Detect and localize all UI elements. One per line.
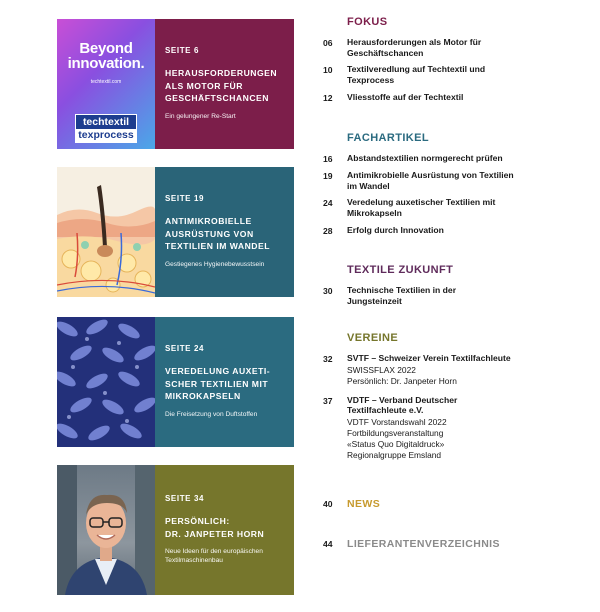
fair-slogan: Beyond innovation.: [67, 40, 145, 72]
techtextil-fair-image: [57, 19, 155, 149]
toc-section-fokus: [323, 16, 593, 109]
section-heading: LIEFERANTENVERZEICHNIS: [347, 538, 500, 550]
feature-card-seite-19[interactable]: [57, 167, 294, 297]
entry-title: Antimikrobielle Ausrüstung von Textilien im Wandel: [347, 170, 514, 191]
toc-entry[interactable]: [323, 285, 593, 306]
entry-title: VDTF – Verband Deutscher Textilfachleute e.V.: [347, 394, 458, 416]
card-subline: Gestiegenes Hygienebewusstsein: [165, 260, 265, 268]
card-panel: [155, 465, 294, 595]
section-heading: VEREINE: [347, 332, 399, 344]
portrait-svg: [57, 465, 155, 595]
toc-section-news[interactable]: [323, 498, 380, 510]
page-ref: SEITE 34: [165, 494, 205, 504]
page-number: 19: [323, 171, 333, 181]
card-headline: PERSÖNLICH: DR. JANPETER HORN: [165, 516, 265, 539]
card-headline: HERAUSFORDERUNGEN ALS MOTOR FÜR GESCHÄFTSCHANCEN: [165, 68, 278, 104]
entry-title: Textilveredlung auf Techtextil und Texprocess: [347, 64, 486, 86]
card-panel: [155, 317, 294, 447]
page-number: 30: [323, 286, 333, 296]
toc-entry[interactable]: [323, 92, 593, 103]
section-heading: FOKUS: [347, 16, 388, 28]
page-number: 40: [323, 499, 333, 509]
card-subline: Ein gelungener Re-Start: [165, 112, 236, 120]
card-subline: Neue Ideen für den europäischen Textilmaschinenbau: [165, 548, 263, 564]
page-number: 24: [323, 198, 333, 209]
page-number: 32: [323, 354, 333, 364]
feature-card-seite-34[interactable]: [57, 465, 294, 595]
toc-entry[interactable]: [323, 395, 593, 461]
toc-entry[interactable]: [323, 64, 593, 85]
toc-entry[interactable]: [323, 170, 593, 191]
page-ref: SEITE 24: [165, 344, 205, 354]
toc-entry[interactable]: [323, 37, 593, 58]
section-heading: NEWS: [347, 498, 381, 510]
entry-title: Vliesstoffe auf der Techtextil: [347, 91, 464, 102]
microcapsule-fabric-image: [57, 317, 155, 447]
card-panel: [155, 19, 294, 149]
card-headline: ANTIMIKROBIELLE AUSRÜSTUNG VON TEXTILIEN IM WANDEL: [165, 216, 270, 252]
card-headline: VEREDELUNG AUXETI- SCHER TEXTILIEN MIT MIKROKAPSELN: [165, 366, 271, 402]
entry-title: Technische Textilien in der Jungsteinzeit: [347, 285, 457, 306]
toc-section-textile-zukunft: [323, 264, 593, 312]
page-number: 06: [323, 38, 333, 48]
entry-title: Erfolg durch Innovation: [347, 224, 444, 235]
fabric-texture-svg: [57, 317, 155, 447]
toc-entry[interactable]: [323, 197, 593, 218]
page-number: 16: [323, 154, 333, 164]
page-number: 10: [323, 65, 333, 76]
entry-title: SVTF – Schweizer Verein Textilfachleute: [347, 353, 511, 363]
portrait-photo: [57, 465, 155, 595]
page-number: 37: [323, 395, 333, 406]
page-ref: SEITE 19: [165, 194, 205, 204]
entry-title: Herausforderungen als Motor für Geschäftschancen: [347, 37, 482, 58]
page-number: 28: [323, 225, 333, 236]
section-heading: TEXTILE ZUKUNFT: [347, 264, 454, 276]
toc-section-vereine: [323, 332, 593, 469]
entry-title: Abstandstextilien normgerecht prüfen: [347, 153, 503, 163]
card-panel: [155, 167, 294, 297]
techtextil-logo: techtextil texprocess: [75, 114, 137, 143]
skin-illustration-svg: [57, 167, 155, 297]
page-number: 44: [323, 539, 333, 549]
toc-section-fachartikel: [323, 132, 593, 242]
toc-section-lieferantenverzeichnis[interactable]: [323, 538, 500, 550]
toc-entry[interactable]: [323, 353, 593, 387]
toc-entry[interactable]: [323, 153, 593, 164]
card-subline: Die Freisetzung von Duftstoffen: [165, 410, 258, 418]
feature-card-seite-6[interactable]: [57, 19, 294, 149]
entry-details: SWISSFLAX 2022 Persönlich: Dr. Janpeter Horn: [347, 364, 457, 386]
page-ref: SEITE 6: [165, 46, 199, 56]
fair-url: techtextil.com: [90, 79, 122, 85]
entry-details: VDTF Vorstandswahl 2022 Fortbildungsveranstaltung «Status Quo Digitaldruck» Regionalgruppe Emsland: [347, 417, 447, 460]
feature-card-seite-24[interactable]: [57, 317, 294, 447]
section-heading: FACHARTIKEL: [347, 132, 430, 144]
entry-title: Veredelung auxetischer Textilien mit Mikrokapseln: [347, 197, 496, 219]
toc-entry[interactable]: [323, 225, 593, 236]
page-number: 12: [323, 92, 333, 103]
skin-cross-section-illustration: [57, 167, 155, 297]
